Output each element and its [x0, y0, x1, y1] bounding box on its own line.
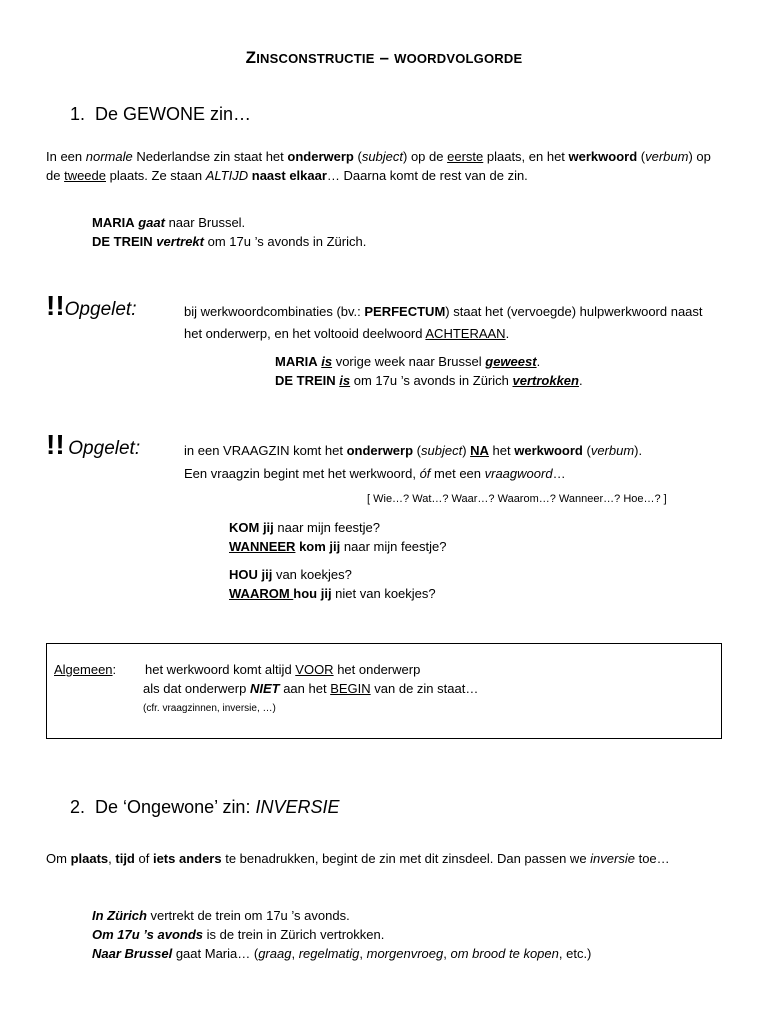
example-sentence: Om 17u ’s avonds is de trein in Zürich vertrokken.: [92, 927, 385, 942]
example-question: KOM jij naar mijn feestje?: [229, 520, 381, 535]
example-sentence: MARIA gaat naar Brussel.: [92, 215, 246, 230]
example-sentence: In Zürich vertrekt de trein om 17u ’s avonds.: [92, 908, 350, 923]
example-sentence: DE TREIN vertrekt om 17u ’s avonds in Zürich.: [92, 234, 367, 249]
section1-intro-line2: de tweede plaats. Ze staan ALTIJD naast elkaar… Daarna komt de rest van de zin.: [46, 168, 528, 183]
summary-note: (cfr. vraagzinnen, inversie, …): [143, 703, 276, 714]
section2-intro: Om plaats, tijd of iets anders te benadrukken, begint de zin met dit zinsdeel. Dan passen we inversie toe…: [46, 851, 670, 866]
example-sentence: MARIA is vorige week naar Brussel geweest.: [275, 354, 541, 369]
opgelet1-line1: bij werkwoordcombinaties (bv.: PERFECTUM) staat het (vervoegde) hulpwerkwoord naast: [184, 304, 703, 319]
example-question: WAAROM hou jij niet van koekjes?: [229, 586, 436, 601]
summary-label: Algemeen:: [54, 662, 117, 677]
opgelet1-line2: het onderwerp, en het voltooid deelwoord ACHTERAAN.: [184, 326, 510, 341]
section1-intro-line1: In een normale Nederlandse zin staat het onderwerp (subject) op de eerste plaats, en het werkwoord (verbum) op: [46, 149, 711, 164]
exclamation-icon: !!: [46, 429, 65, 460]
page-title: ZINSCONSTRUCTIE – WOORDVOLGORDE: [245, 48, 523, 67]
warning-marker: !!Opgelet:: [46, 290, 137, 321]
opgelet2-line1: in een VRAAGZIN komt het onderwerp (subject) NA het werkwoord (verbum).: [184, 443, 643, 458]
summary-line1: het werkwoord komt altijd VOOR het onderwerp: [145, 662, 421, 677]
summary-line2: als dat onderwerp NIET aan het BEGIN van de zin staat…: [143, 681, 479, 696]
example-question: WANNEER kom jij naar mijn feestje?: [229, 539, 447, 554]
warning-marker: !! Opgelet:: [46, 429, 141, 460]
exclamation-icon: !!: [46, 290, 65, 321]
section2-heading: 2. De ‘Ongewone’ zin: INVERSIE: [70, 797, 340, 817]
example-sentence: DE TREIN is om 17u ’s avonds in Zürich vertrokken.: [275, 373, 583, 388]
example-sentence: Naar Brussel gaat Maria… (graag, regelmatig, morgenvroeg, om brood te kopen, etc.): [92, 946, 592, 961]
section1-heading: 1. De GEWONE zin…: [70, 104, 252, 124]
opgelet2-line2: Een vraagzin begint met het werkwoord, óf met een vraagwoord…: [184, 466, 566, 481]
question-words-list: [ Wie…? Wat…? Waar…? Waarom…? Wanneer…? Hoe…? ]: [367, 493, 667, 505]
example-question: HOU jij van koekjes?: [229, 567, 352, 582]
